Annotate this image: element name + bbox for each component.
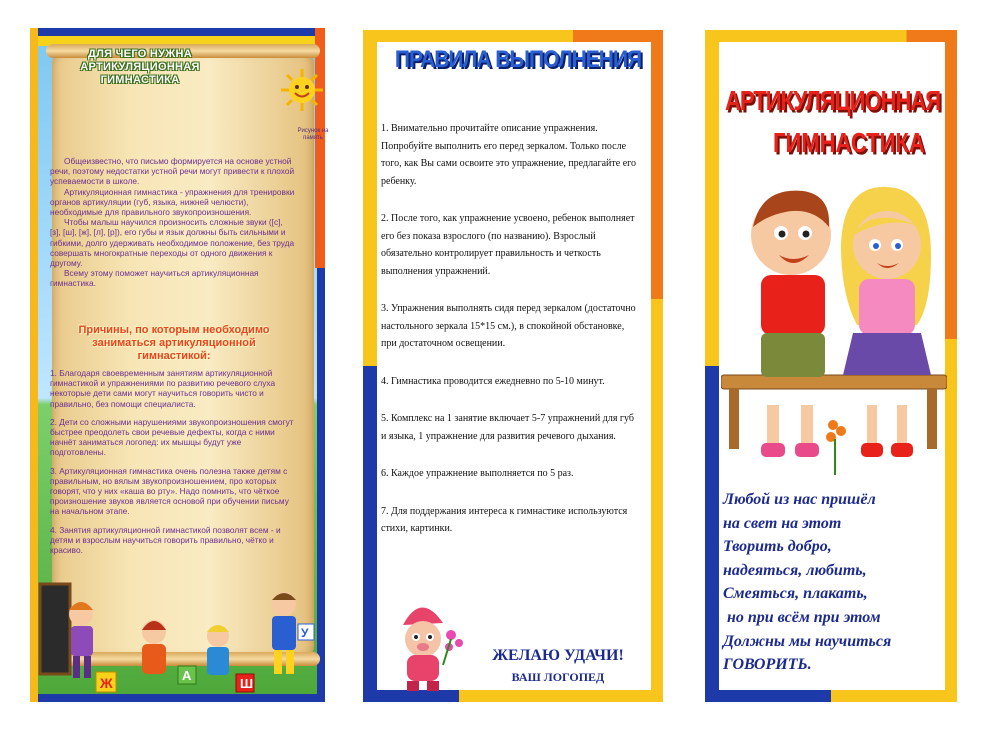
poem-line: на свет на этот bbox=[723, 514, 842, 532]
poem-line: Должны мы научиться bbox=[723, 632, 892, 650]
gnome-with-flowers-illustration bbox=[383, 595, 468, 695]
sun-caption: Рисунок на память bbox=[297, 128, 329, 141]
border-stripe bbox=[705, 30, 719, 702]
intro-paragraph: Общеизвестно, что письмо формируется на основе устной речи, поэтому недостатки устной речи могут привести к плохой успеваемости в школе. bbox=[50, 156, 295, 187]
cover-title-line2: ГИМНАСТИКА bbox=[773, 126, 925, 158]
rule-item: 3. Упражнения выполнять сидя перед зеркалом (достаточно настольного зеркала 15*15 см.), в спокойной обстановке, при достаточном освещении. bbox=[381, 303, 636, 349]
reason-item: 3. Артикуляционная гимнастика очень полезна также детям с правильным, но вялым звукопроизношением, про которых говорят, что у них «каша во рту». Надо помнить, что чёткое произношение звуков является основой при обучении письму на начальном этапе. bbox=[50, 465, 289, 517]
reasons-heading: Причины, по которым необходимо заниматься артикуляционной гимнастикой: bbox=[78, 324, 270, 362]
panel1-title: ДЛЯ ЧЕГО НУЖНА АРТИКУЛЯЦИОННАЯ ГИМНАСТИКА bbox=[80, 48, 200, 86]
intro-paragraph: Артикуляционная гимнастика - упражнения для тренировки органов артикуляции (губ, языка, нижней челюсти), необходимые для правильного звукопроизношения. bbox=[50, 186, 295, 218]
rule-item: 5. Комплекс на 1 занятие включает 5-7 упражнений для губ и языка, 1 упражнение для развития речевого дыхания. bbox=[381, 413, 634, 442]
poem-line: Любой из нас пришёл bbox=[723, 491, 876, 508]
intro-paragraph: Чтобы малыш научился произносить сложные звуки ([с], [з], [ш], [ж], [л], [р]), его губы и язык должны быть сильными и гибкими, долго удерживать необходимое положение, без труда совершать многократные переходы от одного движения к другому. bbox=[50, 217, 295, 269]
intro-text bbox=[50, 156, 295, 289]
svg-text:У: У bbox=[301, 626, 309, 640]
poem bbox=[723, 488, 951, 677]
poem-line: Творить добро, bbox=[723, 538, 832, 556]
reason-item: 4. Занятия артикуляционной гимнастикой позволят всем - и детям и взрослым научиться говорить правильно, чётко и красиво. bbox=[50, 524, 281, 556]
rule-item: 2. После того, как упражнение усвоено, ребенок выполняет его без показа взрослого (по названию). Взрослый обязательно контролирует правильность и четкость выполнения упражнений. bbox=[381, 213, 635, 277]
svg-text:Ж: Ж bbox=[100, 675, 113, 691]
signature-text: ВАШ ЛОГОПЕД bbox=[511, 670, 605, 684]
border-stripe bbox=[315, 28, 325, 268]
rule-item: 7. Для поддержания интереса к гимнастике используются стихи, картинки. bbox=[381, 505, 628, 534]
cover-title-line1: АРТИКУЛЯЦИОННАЯ bbox=[725, 84, 941, 116]
boy-and-girl-on-bench-illustration bbox=[721, 175, 947, 493]
panel-cover bbox=[705, 30, 957, 702]
poem-line: Смеяться, плакать, bbox=[723, 585, 868, 603]
reason-item: 1. Благодаря своевременным занятиям артикуляционной гимнастикой и упражнениями по развитию речевого слуха некоторые дети сами могут научиться говорить чисто и правильно, без помощи специалиста. bbox=[50, 368, 276, 409]
sun-icon bbox=[280, 68, 324, 112]
rule-item: 6. Каждое упражнение выполняется по 5 раз. bbox=[381, 468, 574, 479]
poem-line: но при всём при этом bbox=[723, 608, 881, 626]
intro-paragraph: Всему этому поможет научиться артикуляционная гимнастика. bbox=[50, 268, 259, 289]
svg-text:Ш: Ш bbox=[240, 676, 254, 691]
rules-list bbox=[381, 120, 637, 558]
border-stripe bbox=[363, 30, 377, 702]
children-with-letters-illustration bbox=[36, 574, 321, 706]
border-stripe bbox=[363, 30, 663, 42]
panel-rules bbox=[363, 30, 663, 702]
rules-title: ПРАВИЛА ВЫПОЛНЕНИЯ bbox=[394, 46, 642, 73]
border-stripe bbox=[651, 30, 663, 702]
border-stripe bbox=[705, 690, 957, 702]
reasons-list bbox=[50, 368, 296, 563]
svg-text:А: А bbox=[182, 668, 192, 683]
good-luck-text: ЖЕЛАЮ УДАЧИ! bbox=[492, 647, 624, 664]
rule-item: 4. Гимнастика проводится ежедневно по 5-10 минут. bbox=[381, 375, 605, 387]
border-stripe bbox=[705, 30, 957, 42]
reason-item: 2. Дети со сложными нарушениями звукопроизношения смогут быстрее преодолеть свои речевые дефекты, когда с ними начнёт заниматься логопед: их мышцы будут уже подготовлены. bbox=[50, 416, 294, 458]
poem-line: надеяться, любить, bbox=[723, 561, 867, 579]
panel-why-needed bbox=[30, 28, 329, 702]
rule-item: 1. Внимательно прочитайте описание упражнения. Попробуйте выполнить его перед зеркалом. Только после того, как Вы сами освоите это упражнение, предлагайте его ребенку. bbox=[381, 123, 636, 187]
poem-line: ГОВОРИТЬ. bbox=[723, 656, 812, 674]
